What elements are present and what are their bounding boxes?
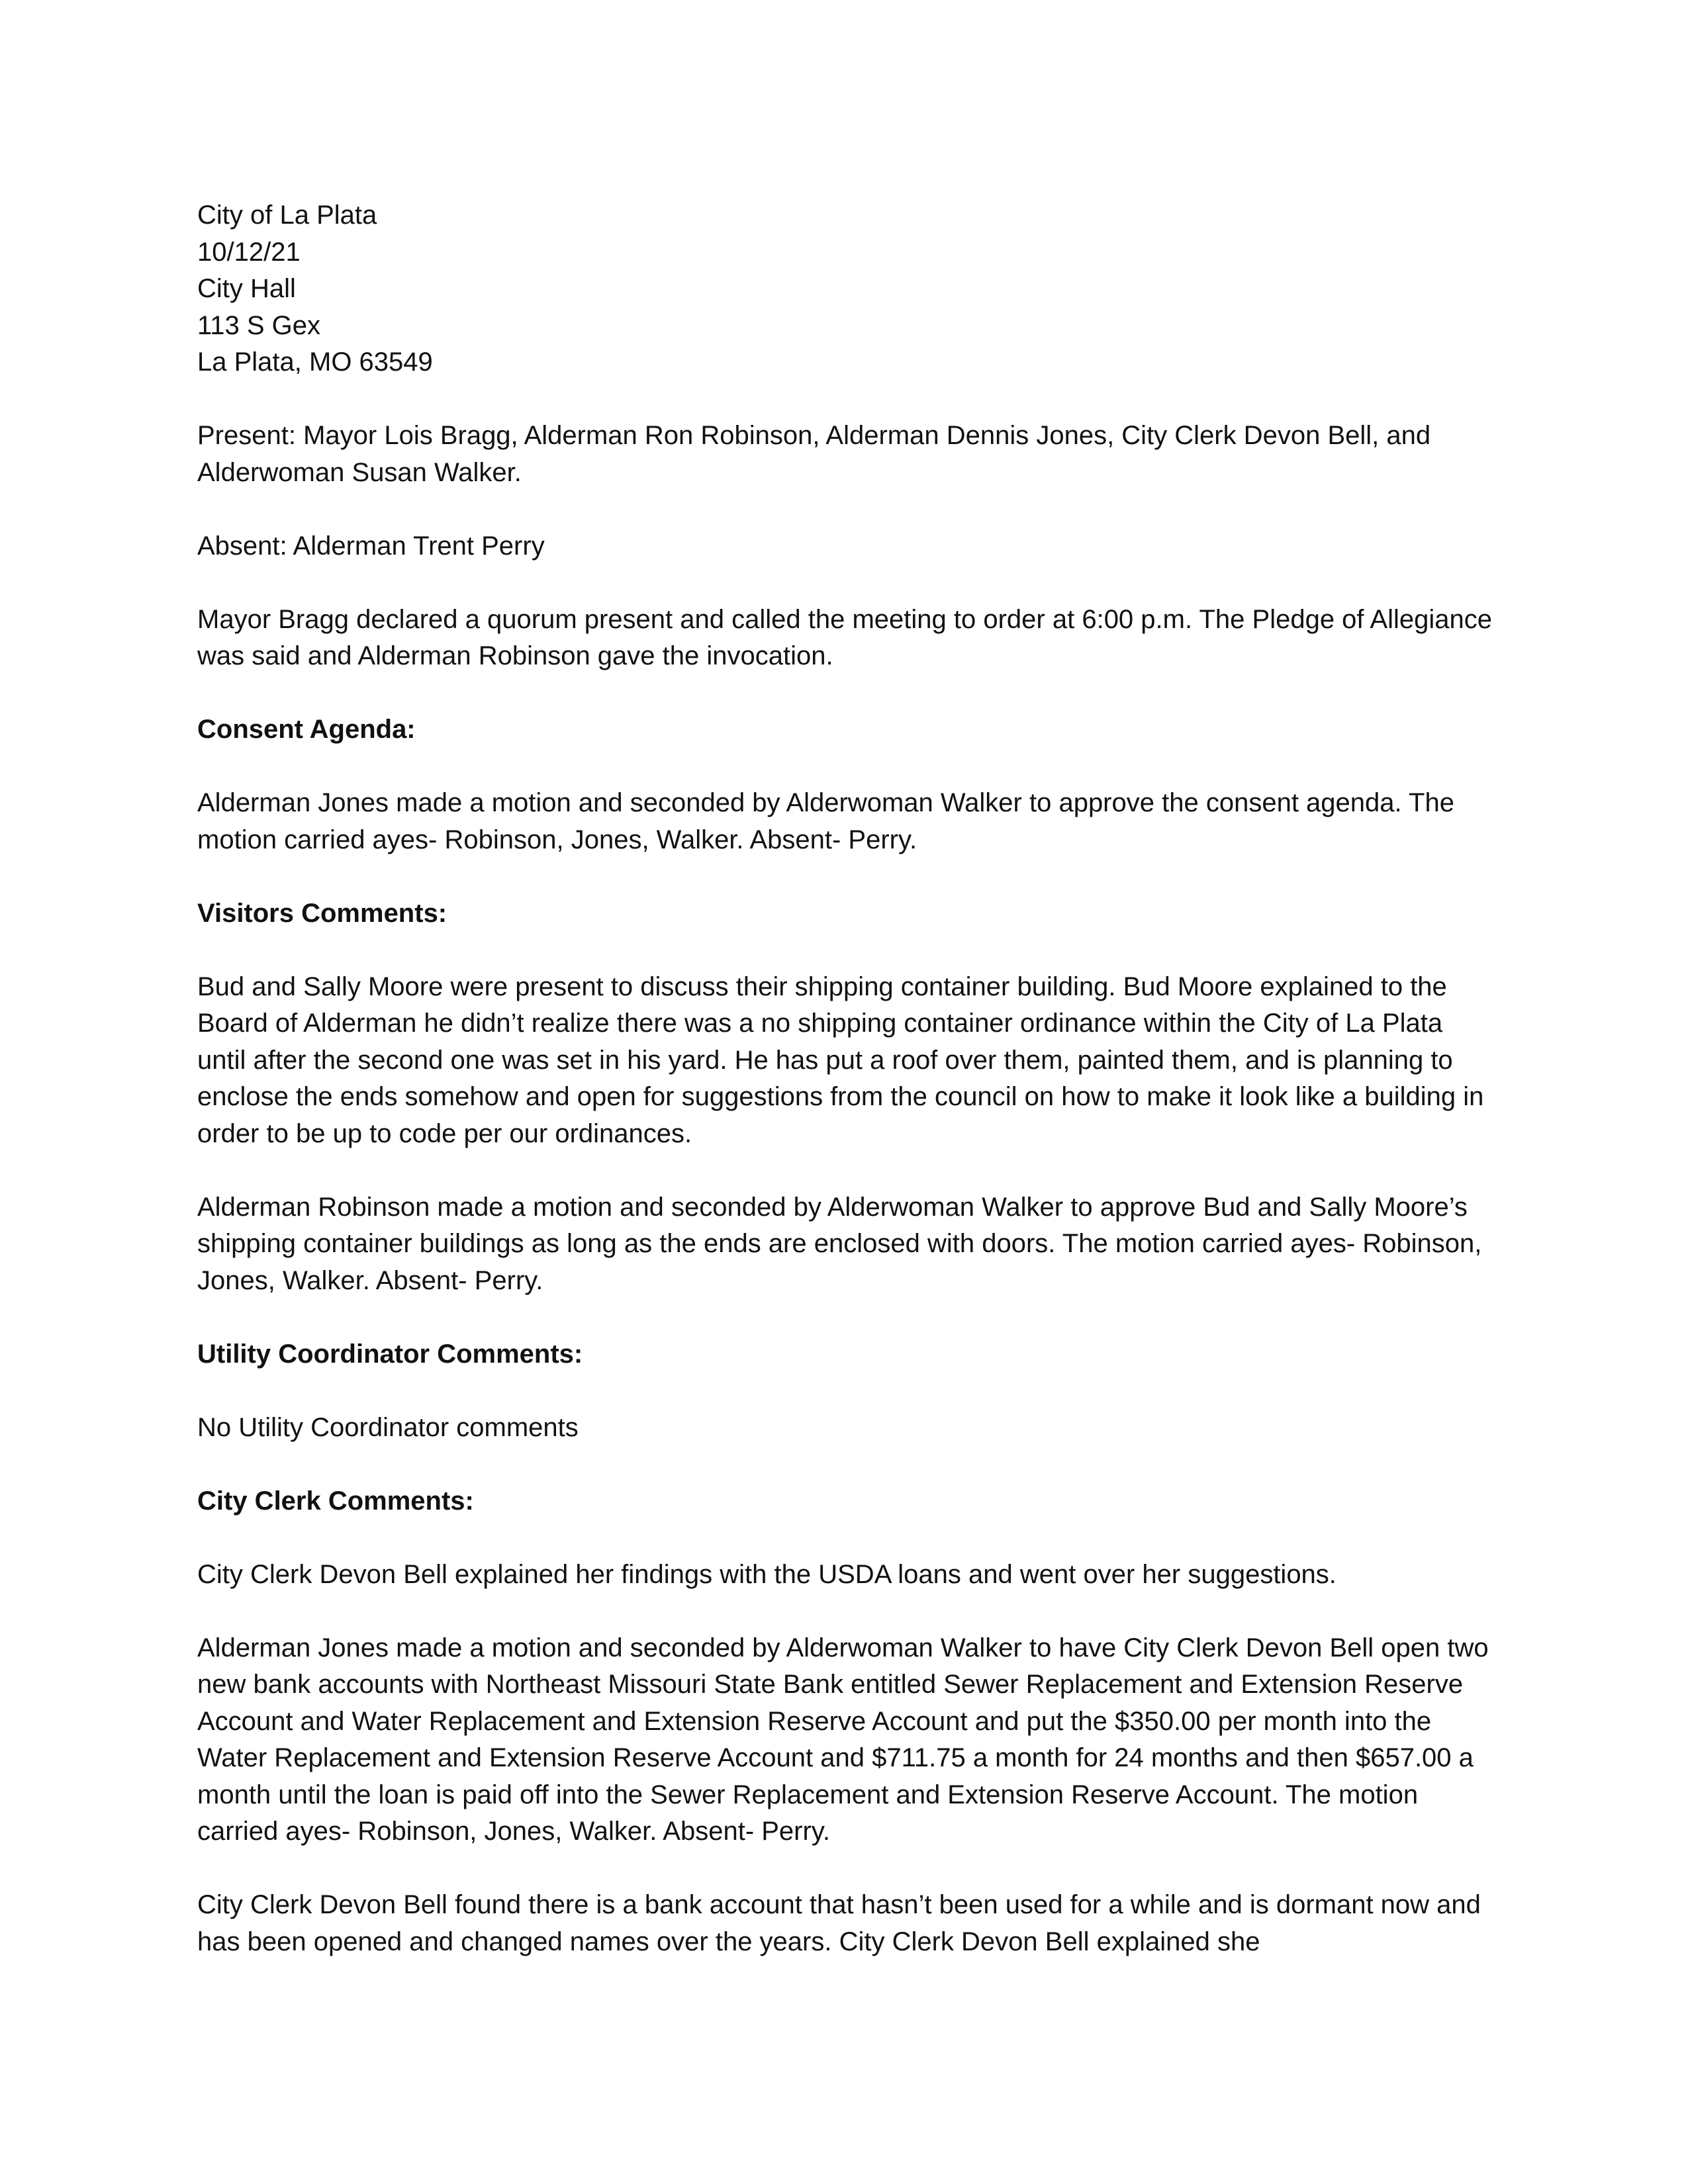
visitors-comments-text-2: Alderman Robinson made a motion and seconded by Alderwoman Walker to approve Bud and Sally Moore’s shipping container buildings as long as the ends are enclosed with doors. The motion carried ayes- Robinson, Jones, Walker. Absent- Perry. — [197, 1192, 1482, 1295]
city-clerk-text-1: City Clerk Devon Bell explained her findings with the USDA loans and went over her suggestions. — [197, 1559, 1336, 1589]
city-clerk-text-2: Alderman Jones made a motion and seconded by Alderwoman Walker to have City Clerk Devon Bell open two new bank accounts with Northeast Missouri State Bank entitled Sewer Replacement and Extension Reserve Account and Water Replacement and Extension Reserve Account and put the $350.00 per month into the Water Replacement and Extension Reserve Account and $711.75 a month for 24 months and then $657.00 a month until the loan is paid off into the Sewer Replacement and Extension Reserve Account. The motion carried ayes- Robinson, Jones, Walker. Absent- Perry. — [197, 1633, 1489, 1846]
opening-paragraph — [197, 602, 1495, 675]
visitors-comments-text-1: Bud and Sally Moore were present to discuss their shipping container building. Bud Moore explained to the Board of Alderman he didn’t realize there was a no shipping container ordinance within the City of La Plata until after the second one was set in his yard. He has put a roof over them, painted them, and is planning to enclose the ends somehow and open for suggestions from the council on how to make it look like a building in order to be up to code per our ordinances. — [197, 972, 1484, 1148]
street-address: 113 S Gex — [197, 310, 321, 340]
absent-text: Absent: Alderman Trent Perry — [197, 531, 545, 561]
opening-text: Mayor Bragg declared a quorum present and called the meeting to order at 6:00 p.m. The Pledge of Allegiance was said and Alderman Robinson gave the invocation. — [197, 604, 1493, 670]
city-clerk-text-3: City Clerk Devon Bell found there is a bank account that hasn’t been used for a while and is dormant now and has been opened and changed names over the years. City Clerk Devon Bell explained she — [197, 1890, 1481, 1956]
consent-agenda-text: Alderman Jones made a motion and seconded by Alderwoman Walker to approve the consent agenda. The motion carried ayes- Robinson, Jones, Walker. Absent- Perry. — [197, 788, 1454, 854]
visitors-comments-heading: Visitors Comments: — [197, 898, 447, 928]
meeting-location: City Hall — [197, 274, 296, 303]
city-clerk-paragraph-2 — [197, 1630, 1495, 1850]
absent-paragraph — [197, 528, 1495, 565]
city-state-zip: La Plata, MO 63549 — [197, 347, 433, 377]
present-text: Present: Mayor Lois Bragg, Alderman Ron Robinson, Alderman Dennis Jones, City Clerk Devon Bell, and Alderwoman Susan Walker. — [197, 421, 1431, 487]
city-name: City of La Plata — [197, 201, 377, 230]
consent-agenda-paragraph — [197, 785, 1495, 858]
city-clerk-paragraph-1 — [197, 1557, 1495, 1594]
document-page — [197, 197, 1495, 1997]
utility-coordinator-paragraph — [197, 1410, 1495, 1447]
visitors-comments-paragraph-1 — [197, 969, 1495, 1153]
utility-coordinator-heading: Utility Coordinator Comments: — [197, 1339, 583, 1369]
visitors-comments-paragraph-2 — [197, 1189, 1495, 1300]
city-clerk-heading: City Clerk Comments: — [197, 1486, 474, 1516]
city-clerk-paragraph-3 — [197, 1887, 1495, 1960]
meeting-date: 10/12/21 — [197, 237, 301, 267]
utility-coordinator-text: No Utility Coordinator comments — [197, 1412, 579, 1442]
document-header — [197, 197, 1495, 381]
present-paragraph — [197, 418, 1495, 491]
consent-agenda-heading: Consent Agenda: — [197, 715, 416, 744]
